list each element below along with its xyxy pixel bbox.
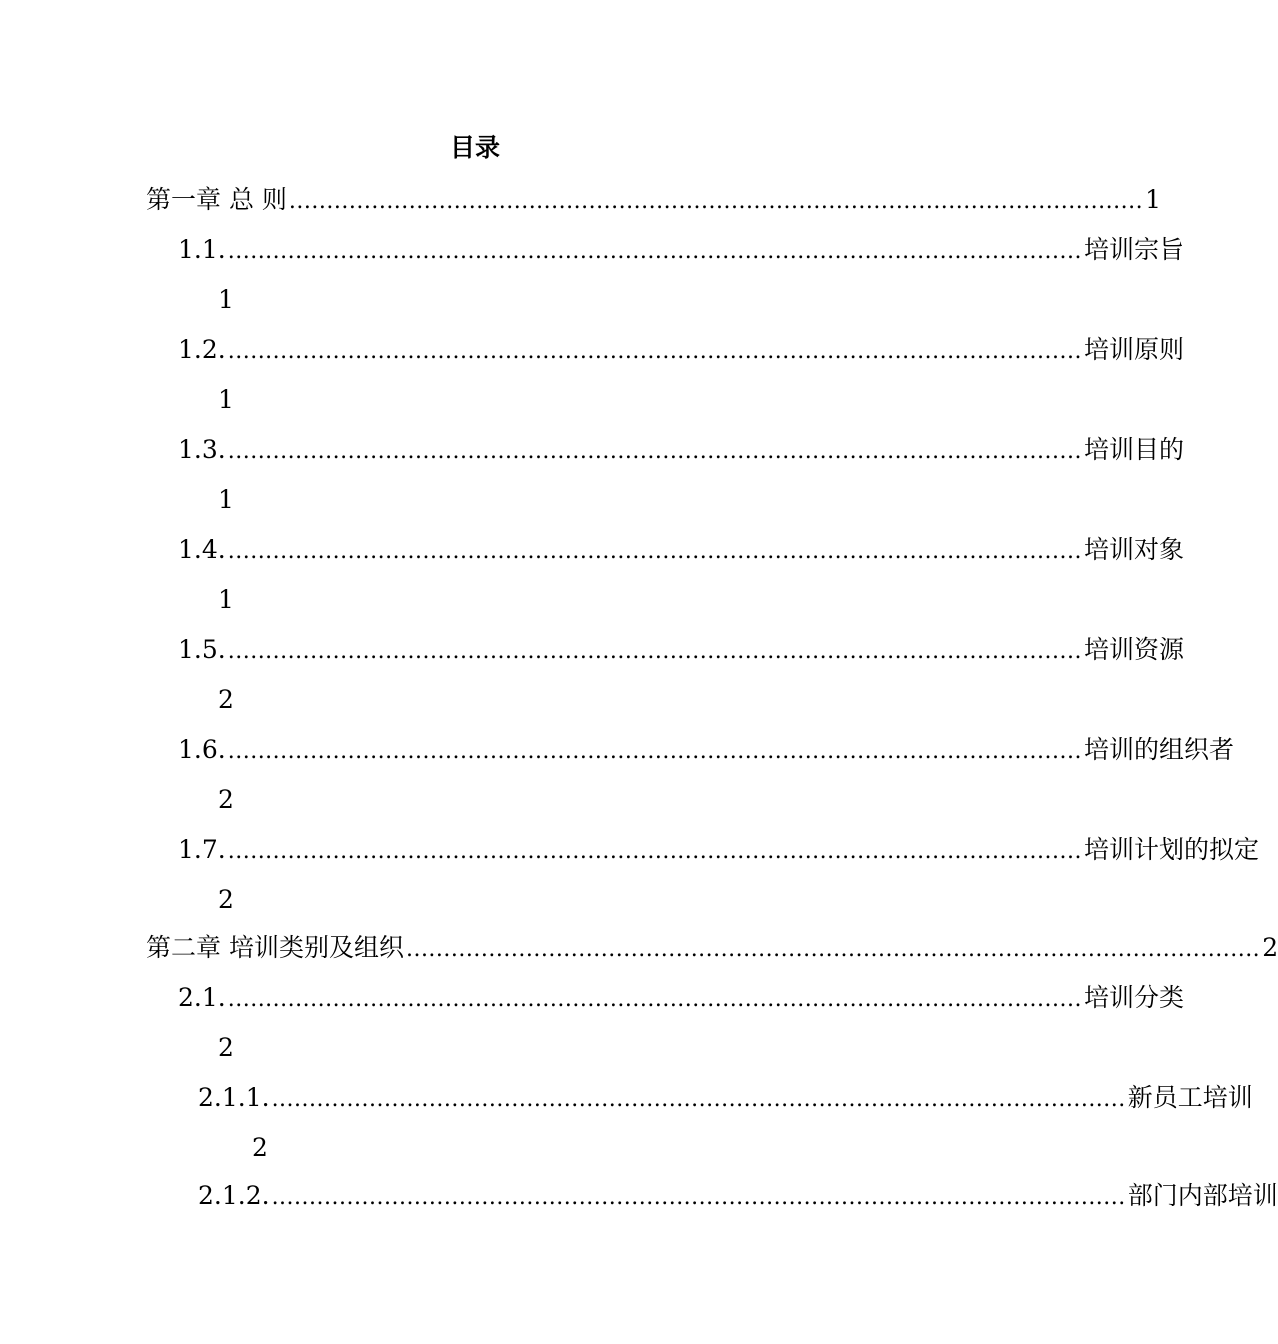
toc-entry-2-1-2[interactable] <box>198 1176 1278 1216</box>
toc-leader-dots: .................................................................................................................. <box>227 439 1082 464</box>
toc-entry-label: 培训目的 <box>1083 435 1184 464</box>
toc-leader-dots: .................................................................................................................. <box>227 339 1082 364</box>
toc-leader-dots: .................................................................................................................. <box>227 987 1082 1012</box>
toc-entry-1-6[interactable] <box>178 730 1234 770</box>
toc-entry-1-3[interactable] <box>178 430 1184 470</box>
toc-leader-dots: .................................................................................................................. <box>227 639 1082 664</box>
toc-entry-page: 2 <box>218 885 234 914</box>
toc-entry-heading: 第一章 总 则 <box>146 185 287 214</box>
toc-entry-page: 1 <box>1145 185 1162 214</box>
toc-entry-label: 培训宗旨 <box>1083 235 1184 264</box>
toc-entry-1-7[interactable] <box>178 830 1259 870</box>
toc-entry-heading: 第二章 培训类别及组织 <box>146 933 404 962</box>
toc-entry-number: 1.7. <box>178 835 226 864</box>
toc-title: 目录 <box>449 133 500 162</box>
toc-entry-chapter-1[interactable] <box>146 180 1162 220</box>
toc-leader-dots: .................................................................................................................. <box>271 1185 1126 1210</box>
toc-entry-label: 培训对象 <box>1083 535 1184 564</box>
toc-entry-1-1[interactable] <box>178 230 1184 270</box>
toc-entry-label: 培训分类 <box>1083 983 1184 1012</box>
toc-leader-dots: .................................................................................................................. <box>271 1087 1126 1112</box>
toc-entry-number: 1.3. <box>178 435 226 464</box>
toc-entry-page: 2 <box>252 1133 268 1162</box>
toc-entry-label: 新员工培训 <box>1127 1083 1253 1112</box>
toc-leader-dots: .................................................................................................................. <box>227 739 1082 764</box>
toc-entry-label: 培训的组织者 <box>1083 735 1234 764</box>
toc-leader-dots: .................................................................................................................. <box>227 839 1082 864</box>
toc-entry-page: 2 <box>218 685 234 714</box>
toc-entry-number: 1.6. <box>178 735 226 764</box>
toc-entry-page: 2 <box>1262 933 1278 962</box>
toc-entry-number: 1.2. <box>178 335 226 364</box>
toc-entry-1-4[interactable] <box>178 530 1184 570</box>
toc-entry-label: 培训资源 <box>1083 635 1184 664</box>
toc-leader-dots: .................................................................................................................. <box>227 239 1082 264</box>
toc-leader-dots: .................................................................................................................. <box>405 937 1261 962</box>
toc-entry-page: 1 <box>218 585 234 614</box>
toc-entry-2-1[interactable] <box>178 978 1184 1018</box>
toc-entry-page: 2 <box>218 785 234 814</box>
toc-entry-2-1-1[interactable] <box>198 1078 1253 1118</box>
toc-entry-label: 培训计划的拟定 <box>1083 835 1259 864</box>
toc-entry-number: 2.1.2. <box>198 1181 270 1210</box>
toc-entry-chapter-2[interactable] <box>146 928 1278 968</box>
toc-entry-number: 2.1.1. <box>198 1083 270 1112</box>
toc-entry-number: 1.1. <box>178 235 226 264</box>
toc-leader-dots: .................................................................................................................. <box>227 539 1082 564</box>
toc-entry-label: 培训原则 <box>1083 335 1184 364</box>
toc-entry-1-2[interactable] <box>178 330 1184 370</box>
toc-entry-page: 1 <box>218 285 234 314</box>
toc-entry-label: 部门内部培训 <box>1127 1181 1278 1210</box>
toc-entry-number: 2.1. <box>178 983 226 1012</box>
toc-leader-dots: .................................................................................................................. <box>288 189 1144 214</box>
toc-entry-number: 1.5. <box>178 635 226 664</box>
toc-entry-number: 1.4. <box>178 535 226 564</box>
toc-entry-page: 1 <box>218 385 234 414</box>
toc-entry-1-5[interactable] <box>178 630 1184 670</box>
toc-entry-page: 2 <box>218 1033 234 1062</box>
toc-entry-page: 1 <box>218 485 234 514</box>
